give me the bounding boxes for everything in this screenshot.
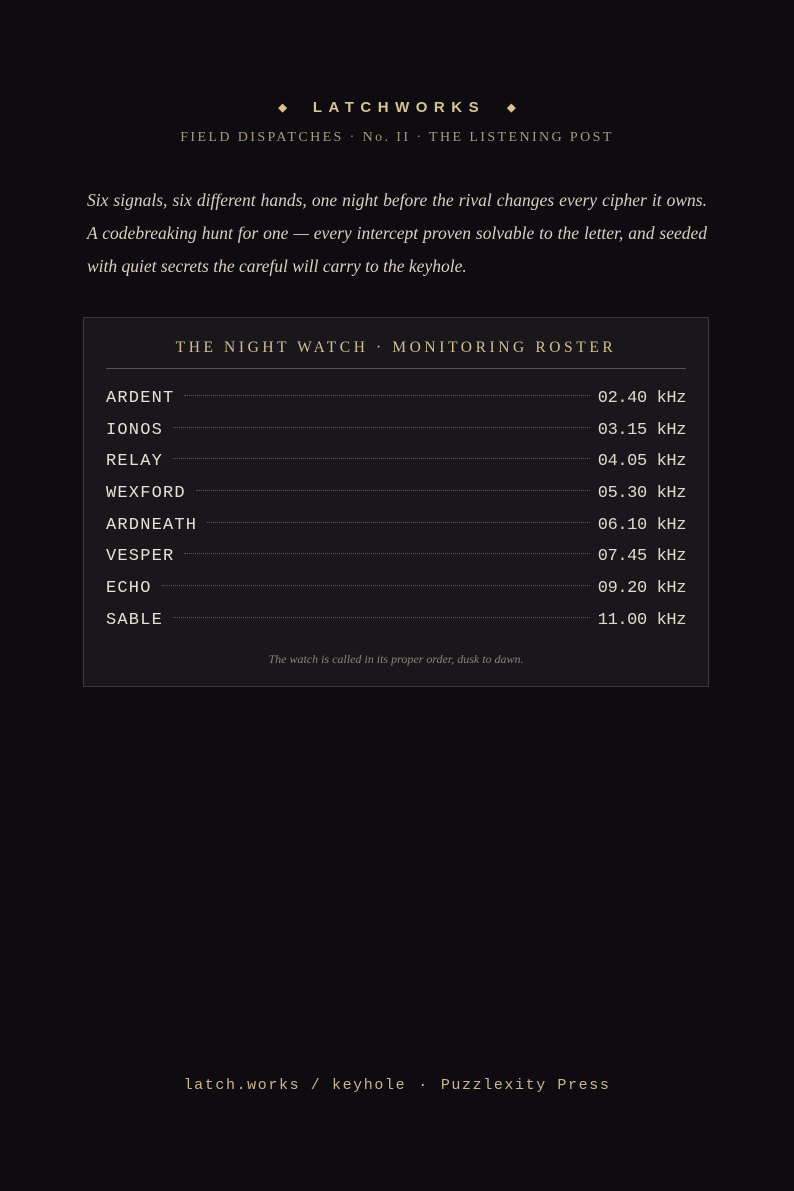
station-name: VESPER [106, 547, 175, 567]
brand-name: LATCHWORKS [312, 99, 486, 116]
dot-leader [173, 427, 590, 428]
roster-divider [106, 368, 686, 369]
station-frequency: 11.00 kHz [597, 610, 686, 630]
station-row [106, 573, 686, 605]
brand-title [0, 96, 794, 120]
dot-leader [173, 458, 590, 459]
station-name: ECHO [106, 579, 152, 599]
station-name: IONOS [106, 420, 164, 440]
station-frequency: 06.10 kHz [597, 515, 686, 535]
dot-leader [173, 617, 590, 618]
diamond-ornament-icon: ◆ [278, 102, 287, 114]
footer-site-link[interactable]: latch.works / keyhole [183, 1077, 407, 1094]
station-row [106, 383, 686, 415]
station-row [106, 541, 686, 573]
station-frequency: 07.45 kHz [597, 547, 686, 567]
dot-leader [162, 585, 590, 586]
station-frequency: 03.15 kHz [597, 420, 686, 440]
dot-leader [184, 553, 589, 554]
station-name: ARDNEATH [106, 515, 198, 535]
footer-separator: · [418, 1077, 429, 1094]
station-name: ARDENT [106, 389, 175, 408]
dot-leader [207, 522, 590, 523]
station-frequency: 02.40 kHz [597, 389, 686, 408]
station-list [106, 383, 686, 637]
page-subtitle: FIELD DISPATCHES · No. II · THE LISTENING POST [180, 130, 614, 145]
intro-paragraph: Six signals, six different hands, one night before the rival changes every cipher it owns. A codebreaking hunt for one — every intercept proven solvable to the letter, and seeded with quiet secrets the careful will carry to the keyhole. [87, 190, 707, 276]
station-frequency: 04.05 kHz [597, 452, 686, 472]
station-row [106, 605, 686, 637]
diamond-ornament-icon: ◆ [507, 102, 516, 114]
footer-publisher: Puzzlexity Press [440, 1077, 611, 1094]
station-row [106, 478, 686, 510]
monitoring-roster-panel [83, 317, 709, 687]
station-row [106, 415, 686, 447]
dot-leader [184, 395, 589, 396]
station-frequency: 05.30 kHz [597, 484, 686, 504]
roster-footnote: The watch is called in its proper order, dusk to dawn. [268, 652, 524, 666]
station-row [106, 510, 686, 542]
station-name: WEXFORD [106, 484, 186, 504]
station-name: SABLE [106, 610, 164, 630]
dot-leader [196, 490, 590, 491]
station-name: RELAY [106, 452, 164, 472]
page-footer [0, 1075, 794, 1097]
station-frequency: 09.20 kHz [597, 579, 686, 599]
station-row [106, 446, 686, 478]
roster-title: THE NIGHT WATCH · MONITORING ROSTER [175, 339, 617, 356]
